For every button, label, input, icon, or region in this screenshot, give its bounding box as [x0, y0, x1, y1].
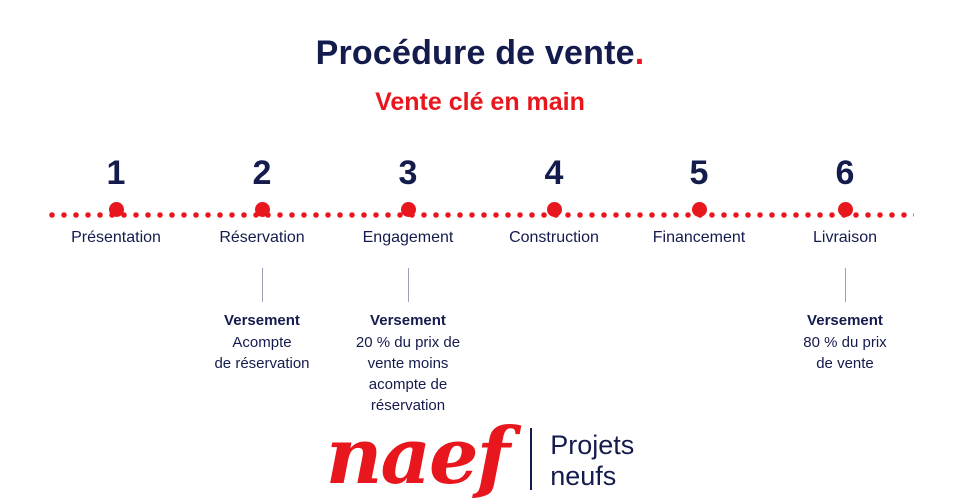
step-label: Financement	[652, 229, 746, 246]
note-connector-line	[408, 268, 409, 302]
logo-tagline-line-2: neufs	[550, 461, 617, 491]
note-line: de réservation	[214, 355, 310, 372]
step-label: Construction	[509, 229, 599, 246]
logo-divider	[530, 428, 532, 490]
step-number: 1	[106, 154, 126, 192]
step-dot-icon	[401, 202, 416, 217]
step-dot-icon	[838, 202, 853, 217]
step-dot-icon	[692, 202, 707, 217]
step-number: 5	[689, 154, 709, 192]
step-dot-icon	[547, 202, 562, 217]
step-label: Engagement	[362, 229, 454, 246]
note-line: de vente	[816, 355, 874, 372]
note-line: 80 % du prix	[803, 334, 887, 351]
step-number: 6	[835, 154, 855, 192]
note-title: Versement	[224, 312, 300, 329]
note-line: réservation	[370, 397, 446, 414]
note-line: Acompte	[232, 334, 292, 351]
note-connector-line	[845, 268, 846, 302]
timeline	[0, 150, 960, 270]
step-dot-icon	[109, 202, 124, 217]
note-line: vente moins	[367, 355, 449, 372]
note-line: acompte de	[368, 376, 448, 393]
step-number: 4	[544, 154, 564, 192]
step-number: 2	[252, 154, 272, 192]
step-label: Livraison	[812, 229, 878, 246]
page-title	[0, 34, 960, 73]
footer-logo	[0, 411, 960, 502]
note-title: Versement	[370, 312, 446, 329]
note-title: Versement	[807, 312, 883, 329]
naef-logo-wordmark: naef	[325, 411, 509, 502]
note-line: 20 % du prix de	[355, 334, 461, 351]
note-connector-line	[262, 268, 263, 302]
step-number: 3	[398, 154, 418, 192]
page-subtitle: Vente clé en main	[375, 88, 585, 116]
page-title-period: .	[634, 34, 645, 72]
logo-tagline	[550, 430, 634, 492]
payment-note-step-3	[313, 268, 503, 418]
logo-tagline-line-1: Projets	[550, 430, 635, 460]
note-body	[313, 310, 503, 416]
timeline-step-6	[755, 150, 935, 247]
note-body	[750, 310, 940, 374]
page-title-text: Procédure de vente	[315, 34, 635, 72]
payment-note-step-6	[750, 268, 940, 378]
step-label: Réservation	[219, 229, 305, 246]
step-label: Présentation	[71, 229, 161, 246]
step-dot-icon	[255, 202, 270, 217]
